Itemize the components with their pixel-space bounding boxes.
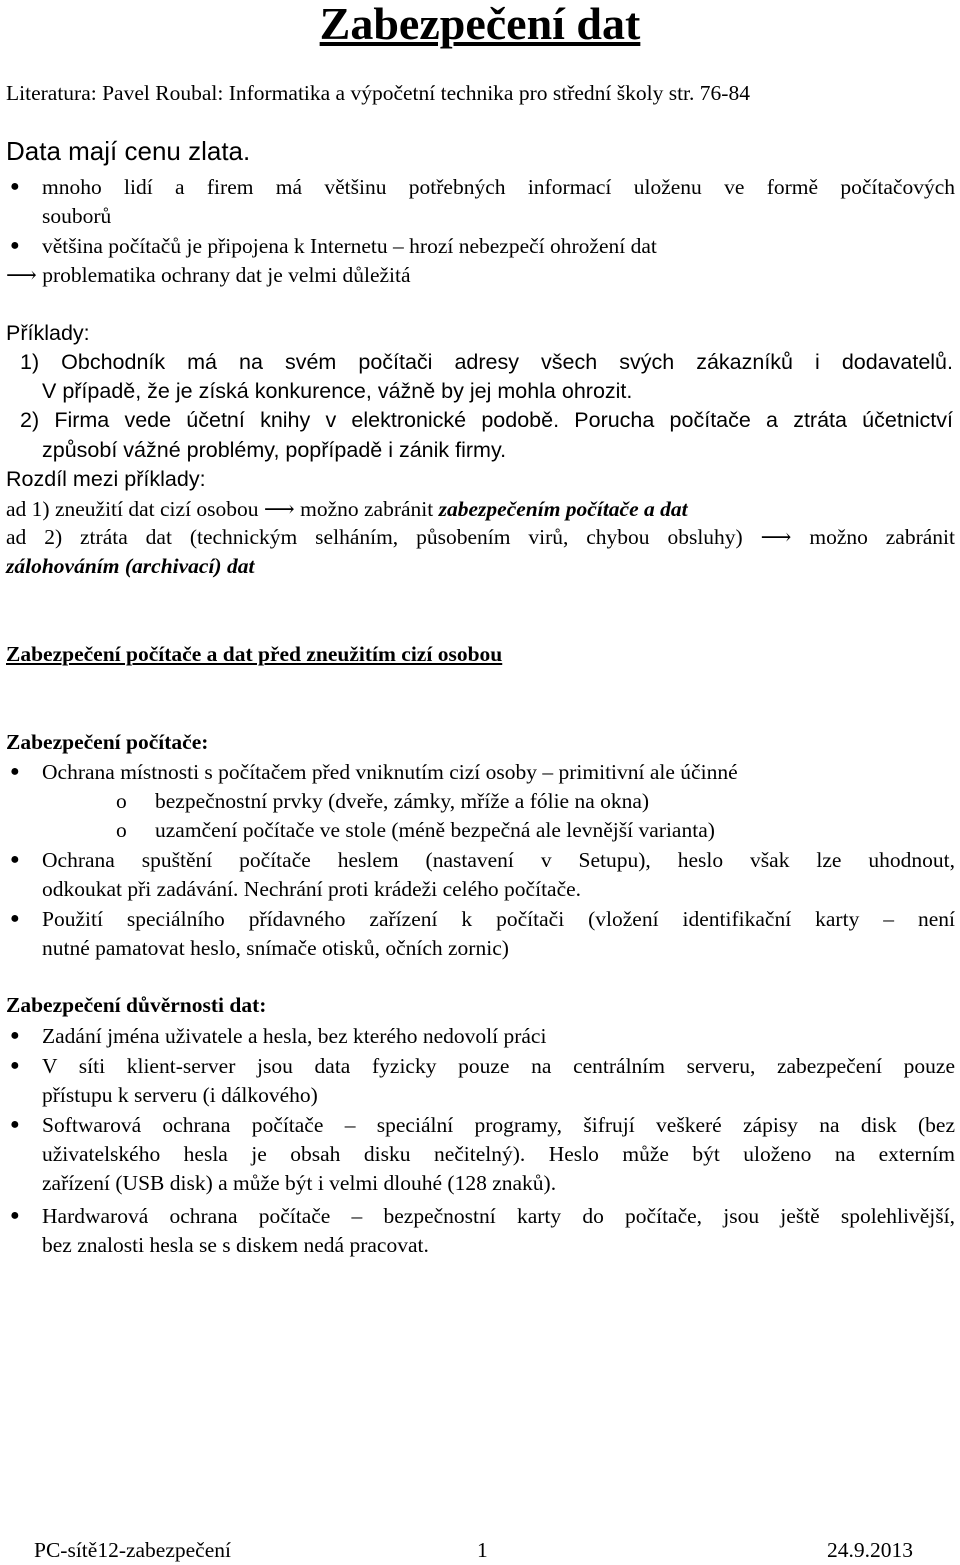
list-item: Ochrana spuštění počítače heslem (nastavení v Setupu), heslo však lze uhodnout, [42,848,955,872]
section-heading-security: Zabezpečení počítače a dat před zneužitím cizí osobou [6,642,503,666]
bullet-icon: ● [10,178,20,195]
bullet-icon: ● [10,910,20,927]
ad1-text: ad 1) zneužití dat cizí osobou ⟶ možno zabránit [6,497,439,521]
subheading-data-confidentiality: Zabezpečení důvěrnosti dat: [6,993,267,1017]
section-heading-data-value: Data mají cenu zlata. [6,136,251,166]
sub-list-item: bezpečnostní prvky (dveře, zámky, mříže a fólie na okna) [155,789,650,813]
list-item-continuation: souborů [42,204,112,228]
footer-date: 24.9.2013 [827,1538,913,1562]
list-item: Ochrana místnosti s počítačem před vniknutím cizí osoby – primitivní ale účinné [42,760,738,784]
list-item-continuation: uživatelského hesla je obsah disku nečitelný). Heslo může být uloženo na externím [42,1142,955,1166]
sub-list-item: uzamčení počítače ve stole (méně bezpečná ale levnější varianta) [155,818,715,842]
list-item-continuation: zařízení (USB disk) a může být i velmi dlouhé (128 znaků). [42,1171,557,1195]
bullet-icon: ● [10,237,20,254]
bullet-icon: ● [10,1027,20,1044]
page-title: Zabezpečení dat [319,0,641,49]
arrow-conclusion: ⟶ problematika ochrany dat je velmi důležitá [6,263,411,287]
footer-document-name: PC-sítě12-zabezpečení [34,1538,231,1562]
list-item: Použití speciálního přídavného zařízení k počítači (vložení identifikační karty – není [42,907,955,931]
list-item: většina počítačů je připojena k Internetu – hrozí nebezpečí ohrožení dat [42,234,657,258]
bullet-icon: ● [10,1207,20,1224]
list-item: Softwarová ochrana počítače – speciální programy, šifrují veškeré zápisy na disk (bez [42,1113,955,1137]
bullet-icon: ● [10,851,20,868]
examples-heading: Příklady: [6,321,90,345]
sub-bullet-icon: o [116,818,127,842]
ad1-line [6,494,688,524]
list-item-continuation: přístupu k serveru (i dálkového) [42,1083,318,1107]
list-item: Hardwarová ochrana počítače – bezpečnostní karty do počítače, jsou ještě spolehlivější, [42,1204,955,1228]
bullet-icon: ● [10,1116,20,1133]
example-1-continuation: V případě, že je získá konkurence, vážně by jej mohla ohrozit. [42,379,633,403]
example-2-continuation: způsobí vážné problémy, popřípadě i zánik firmy. [42,438,507,462]
difference-heading: Rozdíl mezi příklady: [6,467,206,491]
sub-bullet-icon: o [116,789,127,813]
ad2-emphasis: zálohováním (archivací) dat [6,554,255,578]
list-item-continuation: nutné pamatovat heslo, snímače otisků, očních zornic) [42,936,509,960]
list-item: V síti klient-server jsou data fyzicky pouze na centrálním serveru, zabezpečení pouze [42,1054,955,1078]
bullet-icon: ● [10,763,20,780]
list-item-continuation: odkoukat při zadávání. Nechrání proti krádeži celého počítače. [42,877,582,901]
footer-page-number: 1 [477,1538,488,1562]
subheading-computer-security: Zabezpečení počítače: [6,730,209,754]
example-1: 1) Obchodník má na svém počítači adresy všech svých zákazníků i dodavatelů. [20,350,953,374]
list-item-continuation: bez znalosti hesla se s diskem nedá pracovat. [42,1233,429,1257]
ad1-emphasis: zabezpečením počítače a dat [438,497,688,521]
list-item: mnoho lidí a firem má většinu potřebných informací uloženu ve formě počítačových [42,175,955,199]
list-item: Zadání jména uživatele a hesla, bez kterého nedovolí práci [42,1024,547,1048]
bullet-icon: ● [10,1057,20,1074]
ad2-line: ad 2) ztráta dat (technickým selháním, působením virů, chybou obsluhy) ⟶ možno zabránit [6,525,955,549]
example-2: 2) Firma vede účetní knihy v elektronické podobě. Porucha počítače a ztráta účetnictví [20,408,953,432]
literature-line: Literatura: Pavel Roubal: Informatika a výpočetní technika pro střední školy str. 76-84 [6,81,750,105]
